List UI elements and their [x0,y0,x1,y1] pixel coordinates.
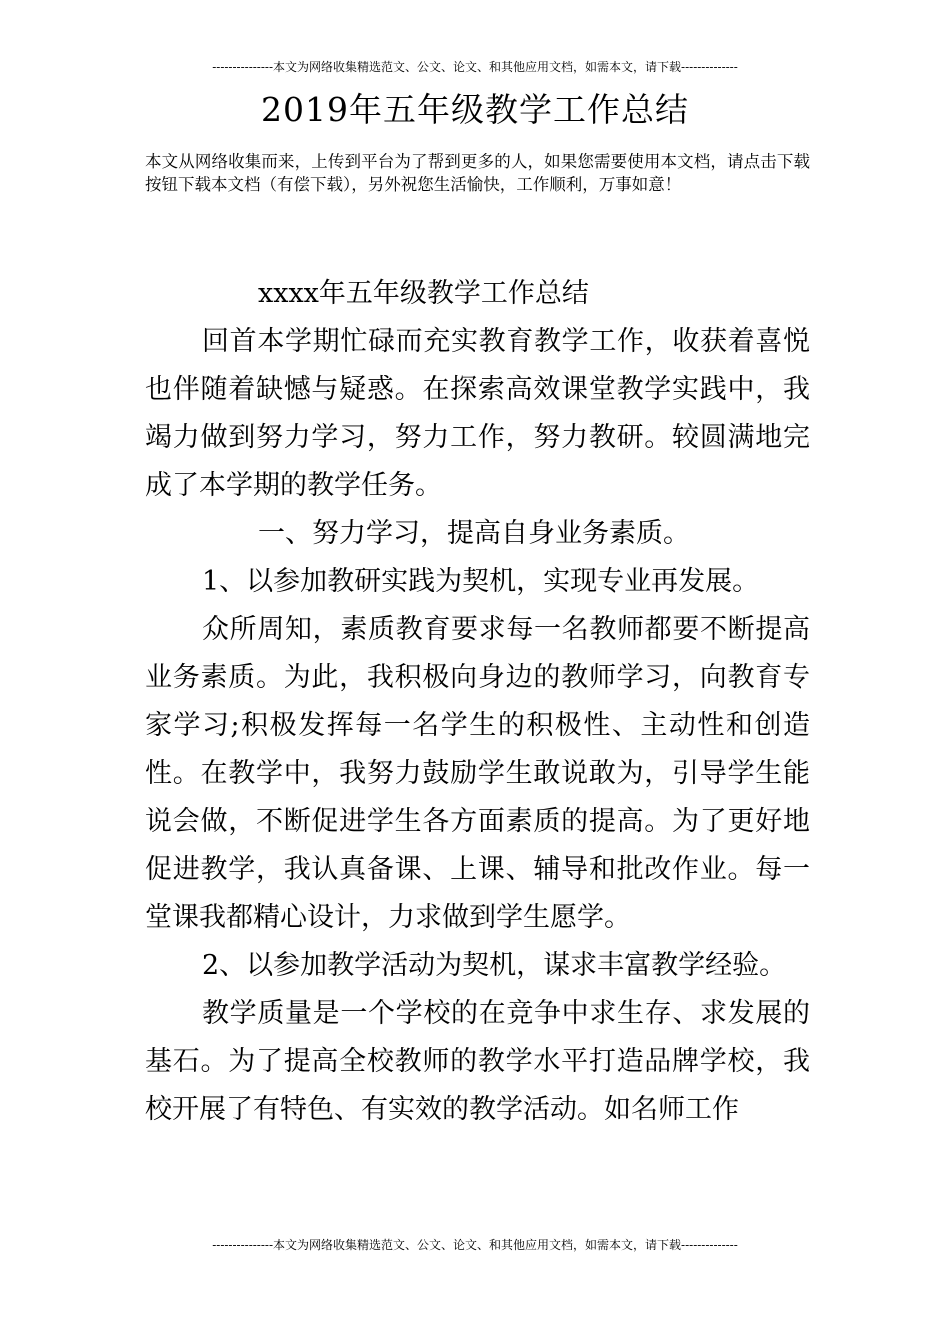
intro-notice: 本文从网络收集而来，上传到平台为了帮到更多的人，如果您需要使用本文档，请点击下载按钮下载本文档（有偿下载），另外祝您生活愉快，工作顺利，万事如意！ [145,152,810,194]
paragraph: 回首本学期忙碌而充实教育教学工作，收获着喜悦也伴随着缺憾与疑惑。在探索高效课堂教学实践中，我竭力做到努力学习，努力工作，努力教研。较圆满地完成了本学期的教学任务。 [145,326,810,501]
document-body [145,270,810,1134]
paragraph: 教学质量是一个学校的在竞争中求生存、求发展的基石。为了提高全校教师的教学水平打造品牌学校，我校开展了有特色、有实效的教学活动。如名师工作 [145,998,810,1125]
document-title: 2019年五年级教学工作总结 [261,90,689,129]
section-heading: 一、努力学习，提高自身业务素质。 [258,518,690,549]
subsection-heading: 1、以参加教研实践为契机，实现专业再发展。 [202,566,760,597]
header-banner: ---------------本文为网络收集精选范文、公文、论文、和其他应用文档，如需本文，请下载-------------- [212,60,738,74]
footer-banner: ---------------本文为网络收集精选范文、公文、论文、和其他应用文档，如需本文，请下载-------------- [212,1238,738,1252]
paragraph: 众所周知，素质教育要求每一名教师都要不断提高业务素质。为此，我积极向身边的教师学习，向教育专家学习;积极发挥每一名学生的积极性、主动性和创造性。在教学中，我努力鼓励学生敢说敢为，引导学生能说会做，不断促进学生各方面素质的提高。为了更好地促进教学，我认真备课、上课、辅导和批改作业。每一堂课我都精心设计，力求做到学生愿学。 [145,614,810,933]
body-subtitle: xxxx年五年级教学工作总结 [258,278,589,309]
subsection-heading: 2、以参加教学活动为契机，谋求丰富教学经验。 [202,950,787,981]
